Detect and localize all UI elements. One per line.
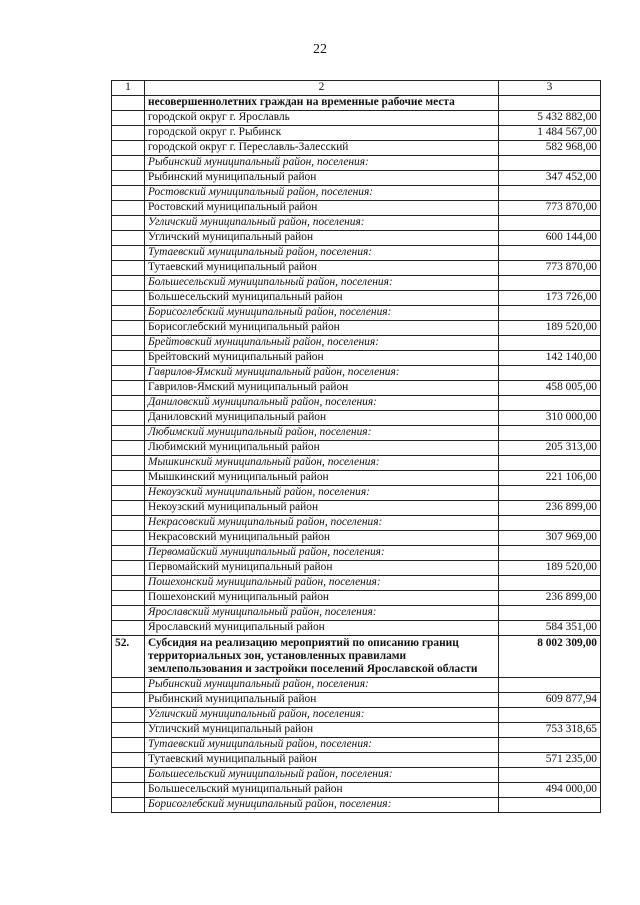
row-amount: 173 726,00 — [499, 291, 601, 306]
row-description: Рыбинский муниципальный район, поселения: — [145, 156, 499, 171]
row-description: Рыбинский муниципальный район, поселения: — [145, 678, 499, 693]
table-row — [112, 576, 601, 591]
row-amount: 753 318,65 — [499, 723, 601, 738]
table-header-row — [112, 81, 601, 96]
row-description: Большесельский муниципальный район, поселения: — [145, 276, 499, 291]
row-amount: 1 484 567,00 — [499, 126, 601, 141]
row-number — [112, 426, 145, 441]
table-row — [112, 291, 601, 306]
table-row — [112, 678, 601, 693]
table-row — [112, 708, 601, 723]
row-description: Некрасовский муниципальный район, поселения: — [145, 516, 499, 531]
table-row — [112, 738, 601, 753]
table-row — [112, 126, 601, 141]
row-number — [112, 366, 145, 381]
row-number — [112, 606, 145, 621]
column-header-2: 2 — [145, 81, 499, 96]
row-description: Гаврилов-Ямский муниципальный район — [145, 381, 499, 396]
table-row — [112, 456, 601, 471]
row-amount: 584 351,00 — [499, 621, 601, 636]
row-description: Любимский муниципальный район — [145, 441, 499, 456]
row-amount: 236 899,00 — [499, 501, 601, 516]
row-amount — [499, 186, 601, 201]
table-row — [112, 171, 601, 186]
row-number — [112, 381, 145, 396]
table-row — [112, 276, 601, 291]
row-number — [112, 798, 145, 813]
row-amount: 236 899,00 — [499, 591, 601, 606]
budget-table — [111, 80, 601, 813]
row-amount: 307 969,00 — [499, 531, 601, 546]
table-row — [112, 231, 601, 246]
row-description: Тутаевский муниципальный район, поселения: — [145, 246, 499, 261]
row-number — [112, 753, 145, 768]
row-number — [112, 261, 145, 276]
table-row — [112, 141, 601, 156]
row-amount — [499, 246, 601, 261]
table-row — [112, 216, 601, 231]
table-row — [112, 546, 601, 561]
row-number — [112, 246, 145, 261]
row-description: Даниловский муниципальный район — [145, 411, 499, 426]
row-description: Гаврилов-Ямский муниципальный район, поселения: — [145, 366, 499, 381]
row-description: Ростовский муниципальный район, поселения: — [145, 186, 499, 201]
row-description: Борисоглебский муниципальный район, поселения: — [145, 306, 499, 321]
row-number — [112, 186, 145, 201]
row-description: Первомайский муниципальный район, поселения: — [145, 546, 499, 561]
row-number — [112, 456, 145, 471]
row-description: городской округ г. Ярославль — [145, 111, 499, 126]
row-amount — [499, 798, 601, 813]
row-amount — [499, 546, 601, 561]
row-number — [112, 171, 145, 186]
row-number — [112, 411, 145, 426]
table-row — [112, 366, 601, 381]
table-row — [112, 471, 601, 486]
table-row — [112, 186, 601, 201]
table-row — [112, 621, 601, 636]
row-amount — [499, 576, 601, 591]
table-row — [112, 501, 601, 516]
row-number — [112, 336, 145, 351]
table-row — [112, 693, 601, 708]
table-row — [112, 246, 601, 261]
row-description: Тутаевский муниципальный район — [145, 261, 499, 276]
row-description: Большесельский муниципальный район, поселения: — [145, 768, 499, 783]
table-row — [112, 783, 601, 798]
table-row — [112, 636, 601, 678]
row-number — [112, 531, 145, 546]
row-description: Пошехонский муниципальный район — [145, 591, 499, 606]
table-row — [112, 723, 601, 738]
row-amount — [499, 738, 601, 753]
row-description: Большесельский муниципальный район — [145, 783, 499, 798]
row-number — [112, 111, 145, 126]
row-number — [112, 471, 145, 486]
row-description: Угличский муниципальный район — [145, 723, 499, 738]
row-amount: 609 877,94 — [499, 693, 601, 708]
row-number — [112, 321, 145, 336]
row-amount — [499, 366, 601, 381]
row-description: Субсидия на реализацию мероприятий по описанию границ территориальных зон, установленных правилами землепользования и застройки поселений Ярославской области — [145, 636, 499, 678]
row-amount: 347 452,00 — [499, 171, 601, 186]
row-number — [112, 306, 145, 321]
table-row — [112, 768, 601, 783]
row-description: Угличский муниципальный район, поселения: — [145, 708, 499, 723]
row-amount: 494 000,00 — [499, 783, 601, 798]
table-row — [112, 111, 601, 126]
table-row — [112, 411, 601, 426]
row-description: Брейтовский муниципальный район — [145, 351, 499, 366]
row-amount — [499, 486, 601, 501]
row-amount — [499, 426, 601, 441]
table-row — [112, 426, 601, 441]
row-amount: 571 235,00 — [499, 753, 601, 768]
row-amount: 600 144,00 — [499, 231, 601, 246]
row-number — [112, 291, 145, 306]
table-row — [112, 561, 601, 576]
row-number — [112, 738, 145, 753]
table-row — [112, 261, 601, 276]
row-amount: 582 968,00 — [499, 141, 601, 156]
row-description: Тутаевский муниципальный район, поселения: — [145, 738, 499, 753]
row-description: Мышкинский муниципальный район — [145, 471, 499, 486]
row-description: Ярославский муниципальный район, поселения: — [145, 606, 499, 621]
row-number — [112, 516, 145, 531]
row-number — [112, 141, 145, 156]
row-amount — [499, 708, 601, 723]
row-amount — [499, 456, 601, 471]
column-header-1: 1 — [112, 81, 145, 96]
row-number — [112, 231, 145, 246]
row-amount — [499, 606, 601, 621]
page-number: 22 — [313, 42, 327, 57]
row-number — [112, 678, 145, 693]
row-number — [112, 216, 145, 231]
row-amount: 189 520,00 — [499, 321, 601, 336]
table-row — [112, 96, 601, 111]
table-row — [112, 321, 601, 336]
row-number — [112, 126, 145, 141]
row-amount — [499, 768, 601, 783]
row-number — [112, 783, 145, 798]
row-amount: 458 005,00 — [499, 381, 601, 396]
table-row — [112, 441, 601, 456]
row-description: Даниловский муниципальный район, поселения: — [145, 396, 499, 411]
table-row — [112, 306, 601, 321]
row-number — [112, 708, 145, 723]
row-description: городской округ г. Переславль-Залесский — [145, 141, 499, 156]
row-description: Ярославский муниципальный район — [145, 621, 499, 636]
row-number — [112, 768, 145, 783]
row-amount — [499, 516, 601, 531]
table-row — [112, 798, 601, 813]
table-row — [112, 516, 601, 531]
row-description: Первомайский муниципальный район — [145, 561, 499, 576]
row-amount: 205 313,00 — [499, 441, 601, 456]
row-number — [112, 546, 145, 561]
table-row — [112, 531, 601, 546]
row-number — [112, 396, 145, 411]
row-amount: 773 870,00 — [499, 261, 601, 276]
row-amount — [499, 216, 601, 231]
row-amount: 773 870,00 — [499, 201, 601, 216]
row-amount — [499, 276, 601, 291]
row-description: Мышкинский муниципальный район, поселения: — [145, 456, 499, 471]
row-description: Любимский муниципальный район, поселения: — [145, 426, 499, 441]
row-number — [112, 621, 145, 636]
row-number: 52. — [112, 636, 145, 678]
row-description: Угличский муниципальный район, поселения: — [145, 216, 499, 231]
row-number — [112, 501, 145, 516]
row-amount: 310 000,00 — [499, 411, 601, 426]
row-description: Рыбинский муниципальный район — [145, 171, 499, 186]
row-amount — [499, 306, 601, 321]
row-description: Борисоглебский муниципальный район, поселения: — [145, 798, 499, 813]
table-row — [112, 486, 601, 501]
row-description: несовершеннолетних граждан на временные рабочие места — [145, 96, 499, 111]
row-number — [112, 561, 145, 576]
row-number — [112, 591, 145, 606]
row-description: Брейтовский муниципальный район, поселения: — [145, 336, 499, 351]
row-description: Угличский муниципальный район — [145, 231, 499, 246]
table-row — [112, 156, 601, 171]
table-row — [112, 606, 601, 621]
row-number — [112, 576, 145, 591]
table-row — [112, 396, 601, 411]
table-row — [112, 201, 601, 216]
row-amount: 189 520,00 — [499, 561, 601, 576]
row-description: Некоузский муниципальный район — [145, 501, 499, 516]
row-amount — [499, 396, 601, 411]
row-number — [112, 351, 145, 366]
row-description: Тутаевский муниципальный район — [145, 753, 499, 768]
row-description: Некрасовский муниципальный район — [145, 531, 499, 546]
row-description: Рыбинский муниципальный район — [145, 693, 499, 708]
row-amount: 142 140,00 — [499, 351, 601, 366]
row-number — [112, 276, 145, 291]
row-description: Некоузский муниципальный район, поселения: — [145, 486, 499, 501]
row-number — [112, 693, 145, 708]
row-amount: 5 432 882,00 — [499, 111, 601, 126]
table-row — [112, 753, 601, 768]
row-amount — [499, 96, 601, 111]
row-number — [112, 156, 145, 171]
row-number — [112, 441, 145, 456]
row-description: Ростовский муниципальный район — [145, 201, 499, 216]
row-amount — [499, 336, 601, 351]
row-amount: 221 106,00 — [499, 471, 601, 486]
row-number — [112, 723, 145, 738]
column-header-3: 3 — [499, 81, 601, 96]
row-number — [112, 96, 145, 111]
row-amount — [499, 156, 601, 171]
table-row — [112, 591, 601, 606]
row-amount: 8 002 309,00 — [499, 636, 601, 678]
row-amount — [499, 678, 601, 693]
row-description: Большесельский муниципальный район — [145, 291, 499, 306]
table-row — [112, 351, 601, 366]
row-description: Борисоглебский муниципальный район — [145, 321, 499, 336]
table-row — [112, 336, 601, 351]
row-description: городской округ г. Рыбинск — [145, 126, 499, 141]
row-number — [112, 486, 145, 501]
row-description: Пошехонский муниципальный район, поселения: — [145, 576, 499, 591]
table-row — [112, 381, 601, 396]
row-number — [112, 201, 145, 216]
